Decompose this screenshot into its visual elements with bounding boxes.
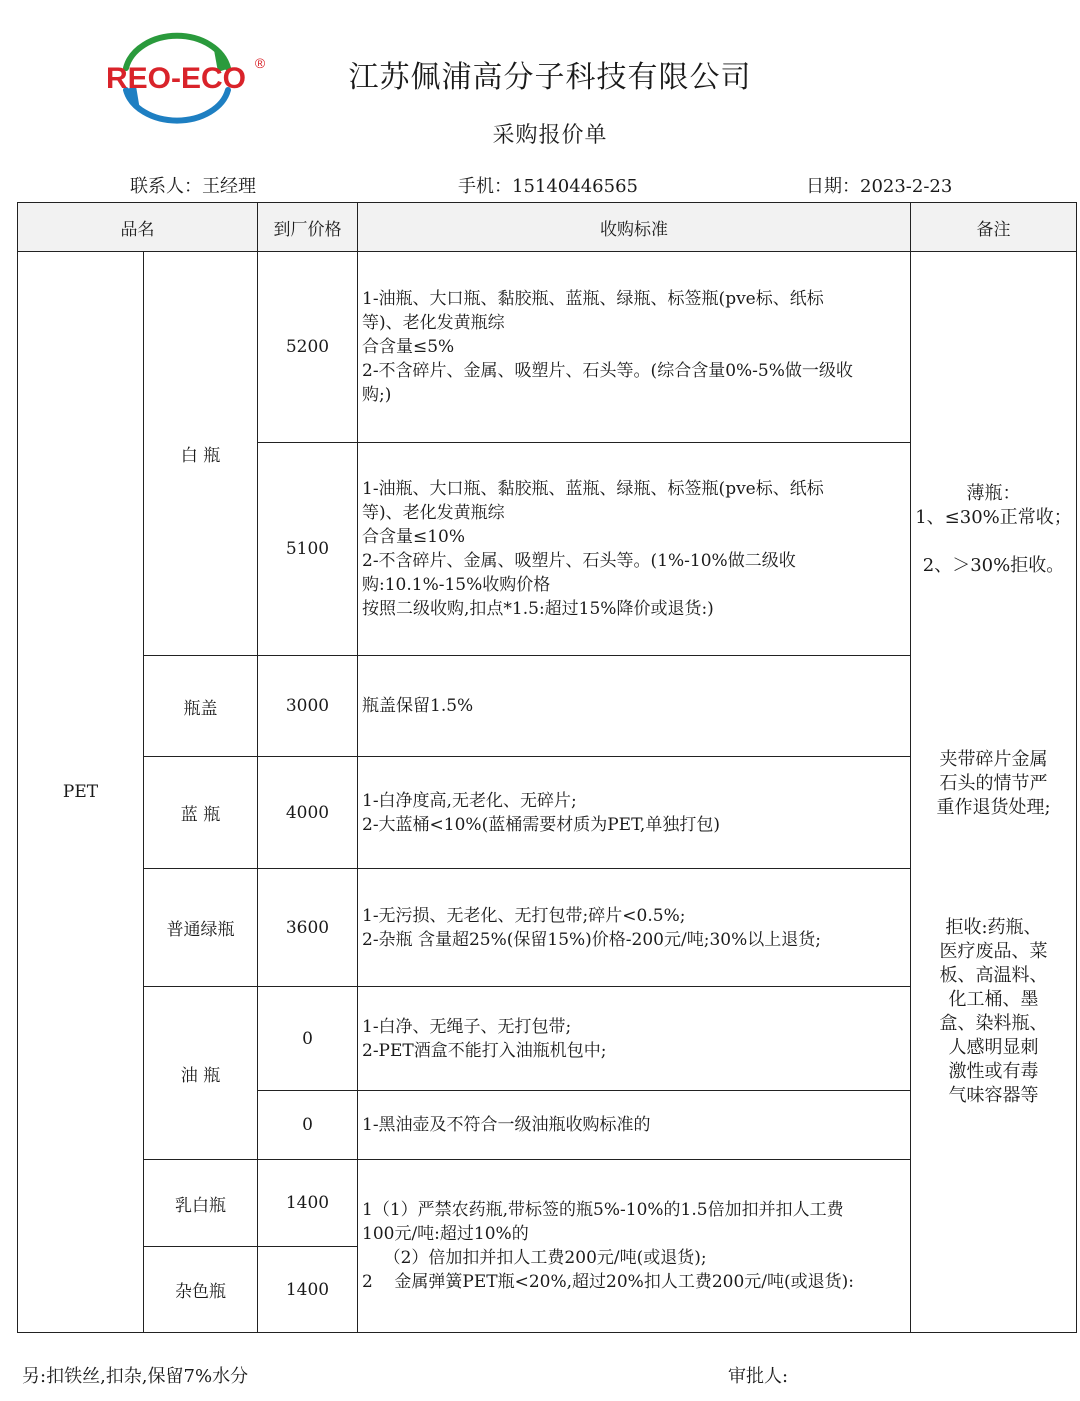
item-standard bbox=[358, 443, 911, 656]
standard-line: 2-杂瓶 含量超25%(保留15%)价格-200元/吨;30%以上退货; bbox=[362, 929, 821, 950]
item-price: 0 bbox=[258, 987, 358, 1091]
standard-line: 2 金属弹簧PET瓶<20%,超过20%扣人工费200元/吨(或退货): bbox=[362, 1272, 855, 1292]
standard-line: 等)、老化发黄瓶综 bbox=[362, 503, 505, 523]
standard-line: 合含量≤5% bbox=[362, 337, 455, 357]
standard-line: 1-油瓶、大口瓶、黏胶瓶、蓝瓶、绿瓶、标签瓶(pve标、纸标 bbox=[362, 479, 824, 499]
contact-label: 联系人： bbox=[130, 176, 202, 197]
item-price: 1400 bbox=[258, 1160, 358, 1247]
standard-line: 购;) bbox=[362, 385, 392, 405]
approver-label: 审批人: bbox=[728, 1366, 789, 1387]
item-standard bbox=[358, 656, 911, 757]
remark-line: 2、＞30%拒收。 bbox=[922, 555, 1065, 576]
standard-line: 购:10.1%-15%收购价格 bbox=[362, 575, 551, 595]
standard-line: 2-不含碎片、金属、吸塑片、石头等。(综合含量0%-5%做一级收 bbox=[362, 361, 853, 381]
header-standard: 收购标准 bbox=[358, 203, 911, 252]
date-label: 日期： bbox=[806, 176, 860, 197]
item-standard bbox=[358, 987, 911, 1091]
item-name: 瓶盖 bbox=[144, 656, 258, 757]
item-price: 3600 bbox=[258, 869, 358, 987]
table-row bbox=[18, 252, 1077, 443]
remark-line: 板、高温料、 bbox=[939, 965, 1048, 986]
remark-line: 激性或有毒 bbox=[948, 1061, 1039, 1082]
standard-line: （2）倍加扣并扣人工费200元/吨(或退货); bbox=[362, 1248, 707, 1268]
item-price: 4000 bbox=[258, 757, 358, 869]
remark-line: 气味容器等 bbox=[948, 1085, 1039, 1106]
standard-line: 1-油瓶、大口瓶、黏胶瓶、蓝瓶、绿瓶、标签瓶(pve标、纸标 bbox=[362, 289, 824, 309]
table-header-row bbox=[18, 203, 1077, 252]
item-name: 杂色瓶 bbox=[144, 1247, 258, 1333]
standard-line: 合含量≤10% bbox=[362, 527, 466, 547]
standard-line: 1-无污损、无老化、无打包带;碎片<0.5%; bbox=[362, 905, 686, 926]
remark-line: 石头的情节严 bbox=[939, 773, 1048, 794]
remark-line: 拒收:药瓶、 bbox=[945, 917, 1042, 938]
remark-line: 医疗废品、菜 bbox=[939, 941, 1048, 962]
company-name: 江苏佩浦高分子科技有限公司 bbox=[348, 60, 752, 95]
registered-mark: ® bbox=[254, 55, 266, 71]
standard-line: 2-大蓝桶<10%(蓝桶需要材质为PET,单独打包) bbox=[362, 814, 720, 835]
remark-line: 重作退货处理; bbox=[936, 797, 1051, 818]
remark-line: 1、≤30%正常收； bbox=[915, 507, 1072, 528]
remark-line: 人感明显刺 bbox=[948, 1037, 1039, 1058]
phone-info bbox=[458, 172, 638, 198]
item-standard bbox=[358, 869, 911, 987]
standard-line: 1-白净度高,无老化、无碎片; bbox=[362, 790, 577, 811]
phone-label: 手机： bbox=[458, 176, 512, 197]
standard-line: 2-不含碎片、金属、吸塑片、石头等。(1%-10%做二级收 bbox=[362, 551, 796, 571]
remark-line: 化工桶、墨 bbox=[948, 989, 1039, 1010]
standard-line: 2-PET酒盒不能打入油瓶机包中; bbox=[362, 1040, 607, 1061]
date-info bbox=[806, 172, 952, 198]
footer-note: 另:扣铁丝,扣杂,保留7%水分 bbox=[22, 1366, 249, 1387]
item-standard bbox=[358, 252, 911, 443]
remarks-cell bbox=[911, 252, 1077, 1333]
item-price: 5100 bbox=[258, 443, 358, 656]
remark-line: 夹带碎片金属 bbox=[939, 749, 1048, 770]
item-name: 白 瓶 bbox=[144, 252, 258, 656]
logo-text: REO-ECO bbox=[105, 62, 247, 95]
item-name: 蓝 瓶 bbox=[144, 757, 258, 869]
standard-line: 1（1）严禁农药瓶,带标签的瓶5%-10%的1.5倍加扣并扣人工费 bbox=[362, 1200, 844, 1220]
item-price: 3000 bbox=[258, 656, 358, 757]
standard-line: 1-白净、无绳子、无打包带; bbox=[362, 1016, 572, 1037]
standard-line: 1-黑油壶及不符合一级油瓶收购标准的 bbox=[362, 1115, 651, 1135]
item-name: 油 瓶 bbox=[144, 987, 258, 1160]
item-standard bbox=[358, 757, 911, 869]
item-price: 1400 bbox=[258, 1247, 358, 1333]
item-standard bbox=[358, 1160, 911, 1333]
remark-line: 薄瓶： bbox=[966, 483, 1021, 504]
contact-name: 王经理 bbox=[202, 176, 256, 197]
date-value: 2023-2-23 bbox=[860, 176, 953, 197]
header-price: 到厂价格 bbox=[258, 203, 358, 252]
item-name: 乳白瓶 bbox=[144, 1160, 258, 1247]
company-logo bbox=[88, 28, 268, 136]
item-price: 0 bbox=[258, 1091, 358, 1160]
contact-info bbox=[130, 172, 256, 198]
document-title: 采购报价单 bbox=[492, 123, 608, 148]
category-cell: PET bbox=[18, 252, 144, 1333]
remark-line: 盒、染料瓶、 bbox=[939, 1013, 1048, 1034]
header-name: 品名 bbox=[18, 203, 258, 252]
phone-number: 15140446565 bbox=[512, 176, 638, 197]
item-price: 5200 bbox=[258, 252, 358, 443]
standard-line: 瓶盖保留1.5% bbox=[362, 696, 474, 716]
header-remarks: 备注 bbox=[911, 203, 1077, 252]
standard-line: 100元/吨:超过10%的 bbox=[362, 1224, 529, 1244]
standard-line: 等)、老化发黄瓶综 bbox=[362, 313, 505, 333]
item-name: 普通绿瓶 bbox=[144, 869, 258, 987]
quotation-table bbox=[17, 202, 1077, 1333]
item-standard bbox=[358, 1091, 911, 1160]
standard-line: 按照二级收购,扣点*1.5:超过15%降价或退货:) bbox=[362, 599, 714, 619]
